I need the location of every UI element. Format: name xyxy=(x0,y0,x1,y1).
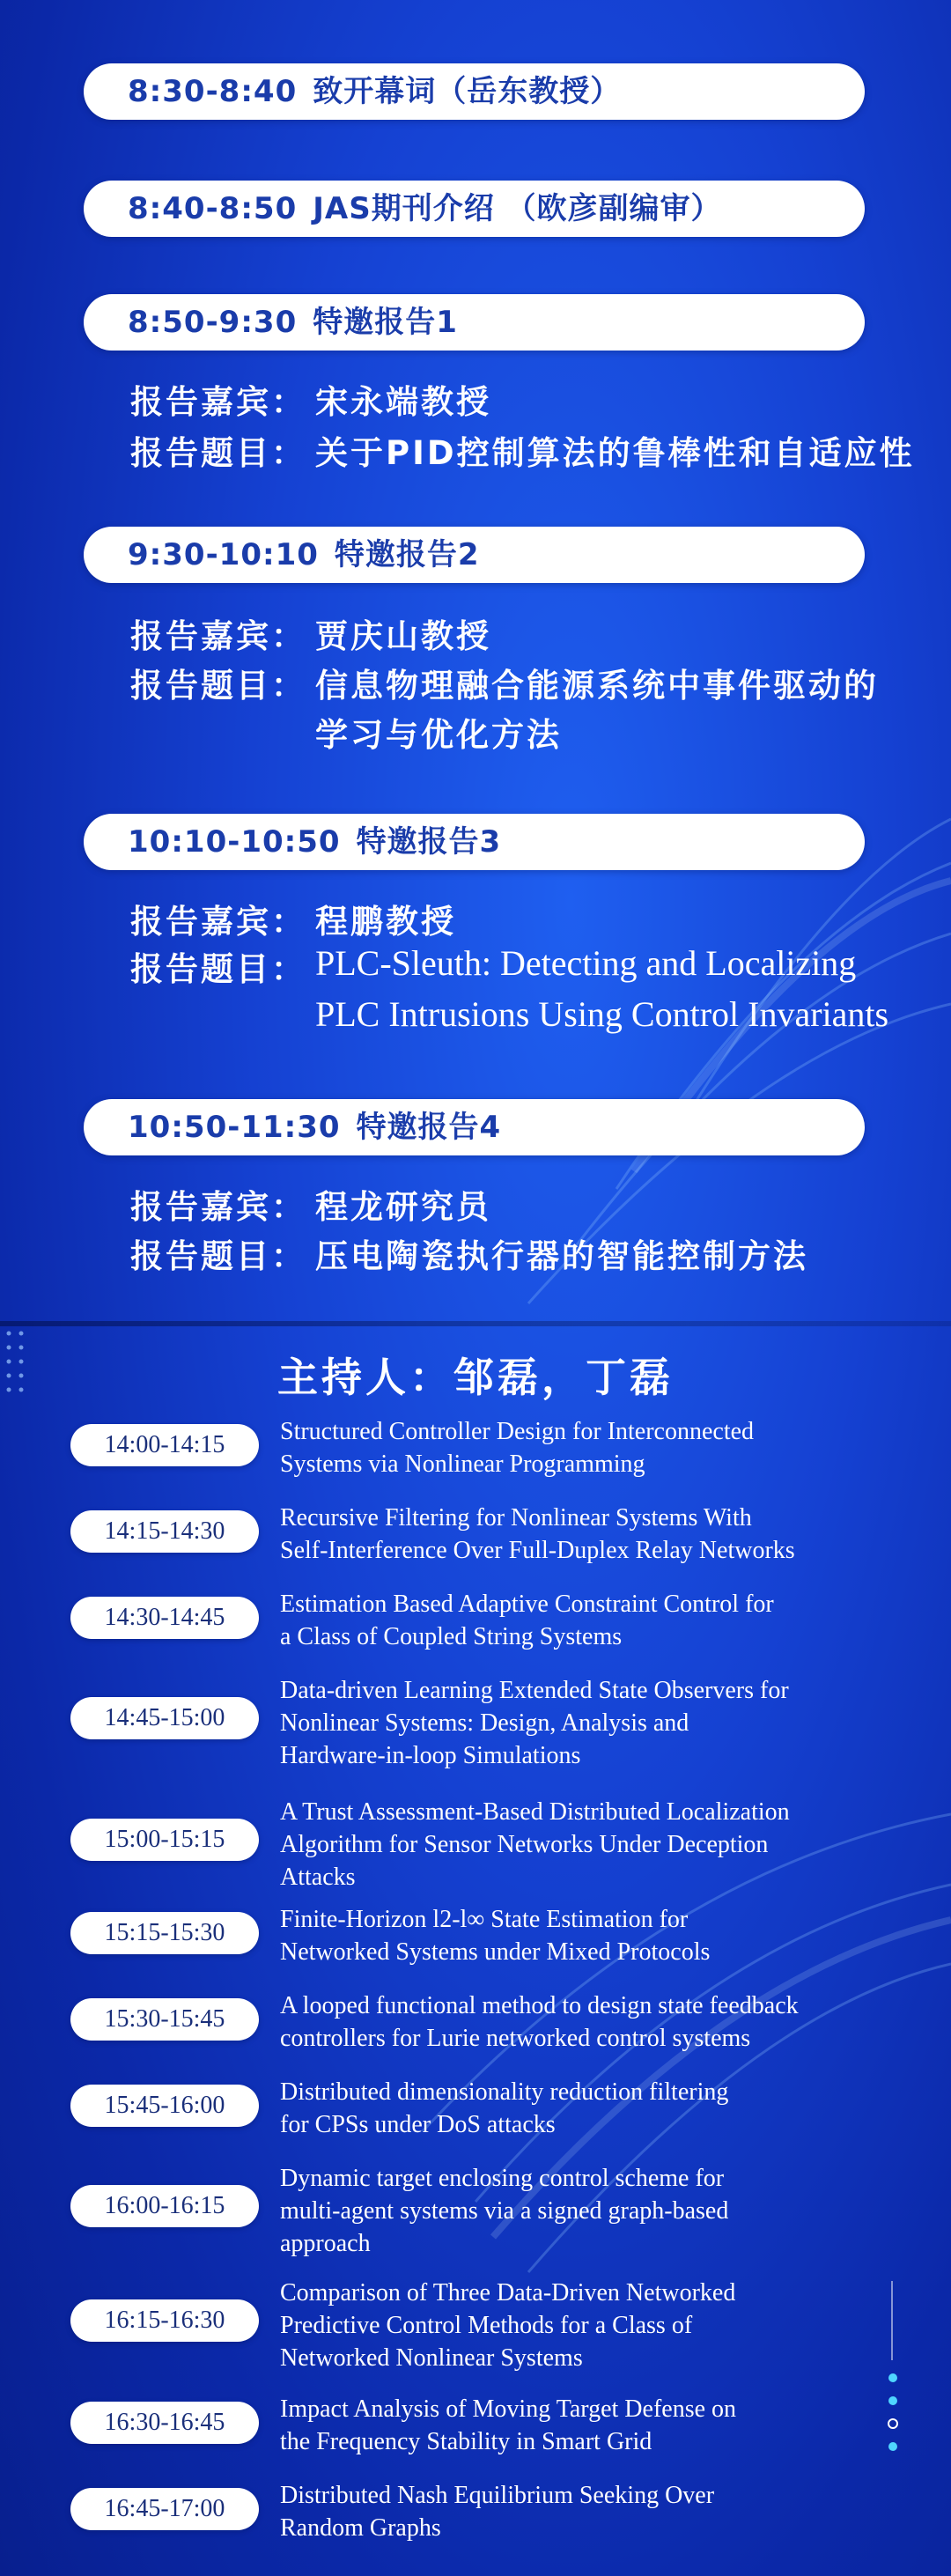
session-time: 15:45-16:00 xyxy=(70,2085,259,2127)
session-title-line: approach xyxy=(280,2230,371,2257)
session-time: 16:15-16:30 xyxy=(70,2299,259,2342)
session-time: 16:00-16:15 xyxy=(70,2185,259,2227)
topic-label: 报告题目： xyxy=(130,950,306,988)
slot-title: 特邀报告3 xyxy=(356,824,502,860)
session-time: 14:15-14:30 xyxy=(70,1510,259,1553)
session-title-line: a Class of Coupled String Systems xyxy=(280,1623,623,1650)
slot-title: 特邀报告2 xyxy=(334,537,480,572)
session-title-line: Self-Interference Over Full-Duplex Relay Networks xyxy=(280,1537,795,1564)
speaker-label: 报告嘉宾： xyxy=(130,617,306,655)
slot-title: 特邀报告1 xyxy=(313,305,458,340)
schedule-slot xyxy=(84,814,865,870)
slot-title: 特邀报告4 xyxy=(356,1110,502,1145)
topic-text: PLC-Sleuth: Detecting and Localizing xyxy=(315,943,857,983)
talk-topic-row xyxy=(130,1229,808,1277)
schedule-slot xyxy=(84,181,865,237)
session-title-line: A Trust Assessment-Based Distributed Localization xyxy=(280,1798,790,1826)
session-title-line: Data-driven Learning Extended State Observers for xyxy=(280,1677,789,1704)
session-host-heading: 主持人：邹磊，丁磊 xyxy=(277,1354,674,1401)
topic-text: 信息物理融合能源系统中事件驱动的 xyxy=(315,667,879,705)
session-title-line: Comparison of Three Data-Driven Networked xyxy=(280,2279,736,2307)
session-title-line: multi-agent systems via a signed graph-based xyxy=(280,2197,729,2225)
slot-title: 致开幕词（岳东教授） xyxy=(313,74,622,109)
session-title-line: Attacks xyxy=(280,1864,356,1891)
session-title-line: Random Graphs xyxy=(280,2514,441,2542)
session-title-line: Algorithm for Sensor Networks Under Deception xyxy=(280,1831,769,1858)
topic-label: 报告题目： xyxy=(130,1237,306,1275)
topic-text-continued: PLC Intrusions Using Control Invariants xyxy=(315,994,889,1034)
slot-time: 8:30-8:40 xyxy=(128,74,298,109)
topic-text: 压电陶瓷执行器的智能控制方法 xyxy=(315,1237,808,1275)
session-title-line: Predictive Control Methods for a Class of xyxy=(280,2312,693,2339)
talk-topic-row xyxy=(130,942,857,990)
pagination-dots-decoration xyxy=(886,2371,900,2468)
session-title-line: controllers for Lurie networked control systems xyxy=(280,2025,751,2052)
talk-topic-row xyxy=(130,426,915,474)
session-title-line: Networked Nonlinear Systems xyxy=(280,2344,583,2372)
slot-time: 8:40-8:50 xyxy=(128,191,298,226)
session-time: 16:45-17:00 xyxy=(70,2488,259,2530)
session-time: 15:30-15:45 xyxy=(70,1998,259,2041)
session-title-line: the Frequency Stability in Smart Grid xyxy=(280,2428,652,2455)
schedule-slot xyxy=(84,63,865,120)
schedule-slot xyxy=(84,1099,865,1155)
slot-time: 9:30-10:10 xyxy=(128,537,319,572)
session-title-line: Nonlinear Systems: Design, Analysis and xyxy=(280,1709,689,1737)
speaker-label: 报告嘉宾： xyxy=(130,383,306,421)
talk-topic-row xyxy=(130,659,879,706)
session-title-line: Hardware-in-loop Simulations xyxy=(280,1742,581,1769)
session-time: 14:45-15:00 xyxy=(70,1697,259,1739)
talk-speaker-row xyxy=(130,1180,491,1228)
speaker-name: 程鹏教授 xyxy=(315,903,456,941)
speaker-name: 程龙研究员 xyxy=(315,1188,491,1226)
speaker-label: 报告嘉宾： xyxy=(130,1188,306,1226)
session-title-line: Systems via Nonlinear Programming xyxy=(280,1450,645,1478)
topic-text-continued: 学习与优化方法 xyxy=(315,716,562,754)
slot-title: JAS期刊介绍 （欧彦副编审） xyxy=(313,191,722,226)
speaker-name: 贾庆山教授 xyxy=(315,617,491,655)
topic-text: 关于PID控制算法的鲁棒性和自适应性 xyxy=(315,434,915,472)
session-time: 14:00-14:15 xyxy=(70,1424,259,1466)
speaker-label: 报告嘉宾： xyxy=(130,903,306,941)
speaker-name: 宋永端教授 xyxy=(315,383,491,421)
talk-speaker-row xyxy=(130,375,491,423)
session-title-line: Dynamic target enclosing control scheme for xyxy=(280,2165,725,2192)
session-time: 14:30-14:45 xyxy=(70,1597,259,1639)
schedule-slot xyxy=(84,527,865,583)
slot-time: 10:50-11:30 xyxy=(128,1110,341,1145)
slot-time: 8:50-9:30 xyxy=(128,305,298,340)
session-title-line: A looped functional method to design state feedback xyxy=(280,1992,799,2019)
session-title-line: Finite-Horizon l2-l∞ State Estimation for xyxy=(280,1906,689,1933)
session-time: 16:30-16:45 xyxy=(70,2402,259,2444)
session-title-line: Recursive Filtering for Nonlinear Systems With xyxy=(280,1504,752,1532)
topic-label: 报告题目： xyxy=(130,667,306,705)
session-time: 15:00-15:15 xyxy=(70,1819,259,1861)
talk-speaker-row xyxy=(130,895,456,942)
schedule-slot xyxy=(84,294,865,351)
topic-label: 报告题目： xyxy=(130,434,306,472)
session-title-line: for CPSs under DoS attacks xyxy=(280,2111,556,2138)
session-title-line: Estimation Based Adaptive Constraint Control for xyxy=(280,1591,774,1618)
section-divider xyxy=(0,1321,951,1326)
session-title-line: Distributed Nash Equilibrium Seeking Over xyxy=(280,2482,715,2509)
talk-speaker-row xyxy=(130,609,491,657)
slot-time: 10:10-10:50 xyxy=(128,824,341,860)
session-title-line: Structured Controller Design for Interconnected xyxy=(280,1418,755,1445)
session-title-line: Networked Systems under Mixed Protocols xyxy=(280,1938,711,1966)
session-title-line: Impact Analysis of Moving Target Defense on xyxy=(280,2395,737,2423)
session-time: 15:15-15:30 xyxy=(70,1912,259,1954)
session-title-line: Distributed dimensionality reduction filtering xyxy=(280,2078,729,2106)
